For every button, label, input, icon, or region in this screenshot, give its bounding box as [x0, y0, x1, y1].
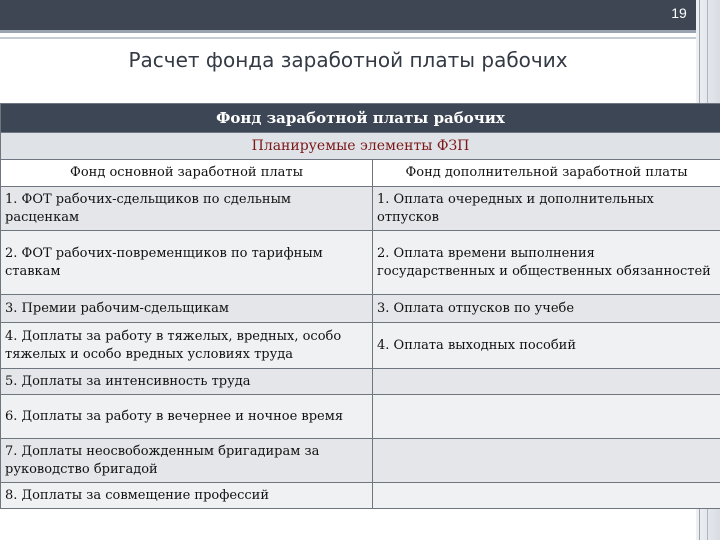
- table-cell-right: [373, 369, 720, 395]
- page-number: 19: [671, 5, 687, 21]
- table-cell-left: 3. Премии рабочим-сдельщикам: [1, 295, 373, 323]
- table-cell-right: 4. Оплата выходных пособий: [373, 323, 720, 369]
- column-header-row: [1, 160, 720, 187]
- table-subheader-row: [1, 133, 720, 160]
- column-header-left: Фонд основной заработной платы: [1, 160, 373, 187]
- table-cell-left: 4. Доплаты за работу в тяжелых, вредных, особо тяжелых и особо вредных условиях труда: [1, 323, 373, 369]
- payroll-table: [0, 103, 720, 509]
- table-cell-left: 7. Доплаты неосвобожденным бригадирам за руководство бригадой: [1, 439, 373, 483]
- table-header: Фонд заработной платы рабочих: [1, 104, 720, 133]
- page-title: Расчет фонда заработной платы рабочих: [128, 48, 568, 72]
- table-cell-right: [373, 395, 720, 439]
- column-header-right: Фонд дополнительной заработной платы: [373, 160, 720, 187]
- table-row: [1, 295, 720, 323]
- table-row: [1, 483, 720, 509]
- table-row: [1, 395, 720, 439]
- table-cell-right: 2. Оплата времени выполнения государственных и общественных обязанностей: [373, 231, 720, 295]
- table-cell-left: 6. Доплаты за работу в вечернее и ночное время: [1, 395, 373, 439]
- table-cell-right: 3. Оплата отпусков по учебе: [373, 295, 720, 323]
- table-row: [1, 323, 720, 369]
- table-cell-left: 1. ФОТ рабочих-сдельщиков по сдельным расценкам: [1, 187, 373, 231]
- top-bar: [0, 0, 720, 30]
- top-stripe-thin: [0, 37, 696, 39]
- table-cell-right: [373, 483, 720, 509]
- table-row: [1, 231, 720, 295]
- table-header-row: [1, 104, 720, 133]
- table-cell-left: 2. ФОТ рабочих-повременщиков по тарифным ставкам: [1, 231, 373, 295]
- table-subheader: Планируемые элементы ФЗП: [1, 133, 720, 160]
- table-cell-right: [373, 439, 720, 483]
- table-cell-left: 8. Доплаты за совмещение профессий: [1, 483, 373, 509]
- table-row: [1, 369, 720, 395]
- table-row: [1, 439, 720, 483]
- table-cell-right: 1. Оплата очередных и дополнительных отпусков: [373, 187, 720, 231]
- table-cell-left: 5. Доплаты за интенсивность труда: [1, 369, 373, 395]
- top-stripe: [0, 30, 696, 33]
- table-row: [1, 187, 720, 231]
